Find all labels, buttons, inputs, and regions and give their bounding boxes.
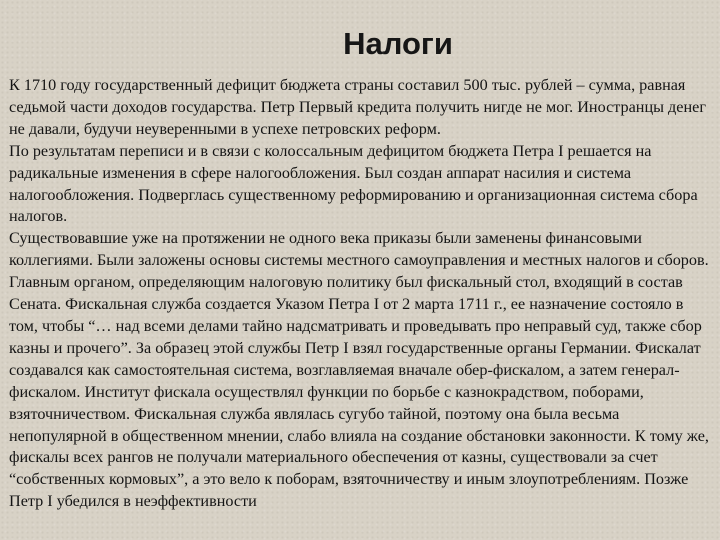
slide-title: Налоги: [343, 26, 453, 61]
paragraph-tax-reform: По результатам переписи и в связи с колоссальным дефицитом бюджета Петра I решается на радикальные изменения в сфере налогообложения. Был создан аппарат насилия и система налогообложения. Подверглась существенному реформированию и организационная система сбора налогов.: [9, 141, 698, 226]
paragraph-fiscal-service: Существовавшие уже на протяжении не одного века приказы были заменены финансовыми коллегиями. Были заложены основы системы местного самоуправления и местных налогов и сборов. Главным органом, определяющим налоговую политику был фискальный стол, входящий в состав Сената. Фискальная служба создается Указом Петра I от 2 марта 1711 г., ее назначение состояло в том, чтобы “… над всеми делами тайно надсматривать и проведывать про неправый суд, также сбор казны и прочего”. За образец этой службы Петр I взял государственные органы Германии. Фискалат создавался как самостоятельная система, возглавляемая вначале обер-фискалом, а затем генерал-фискалом. Институт фискала осуществлял функции по борьбе с казнокрадством, поборами, взяточничеством. Фискальная служба являлась сугубо тайной, поэтому она была весьма непопулярной в общественном мнении, слабо влияла на создание обстановки законности. К тому же, фискалы всех рангов не получали материального обеспечения от казны, существовали за счет “собственных кормовых”, а это вело к поборам, взяточничеству и иным злоупотреблениям. Позже Петр I убедился в неэффективности: [9, 229, 709, 511]
slide-body: [9, 75, 713, 513]
paragraph-deficit: К 1710 году государственный дефицит бюджета страны составил 500 тыс. рублей – сумма, равная седьмой части доходов государства. Петр Первый кредита получить нигде не мог. Иностранцы денег не давали, будучи неуверенными в успехе петровских реформ.: [9, 76, 706, 138]
